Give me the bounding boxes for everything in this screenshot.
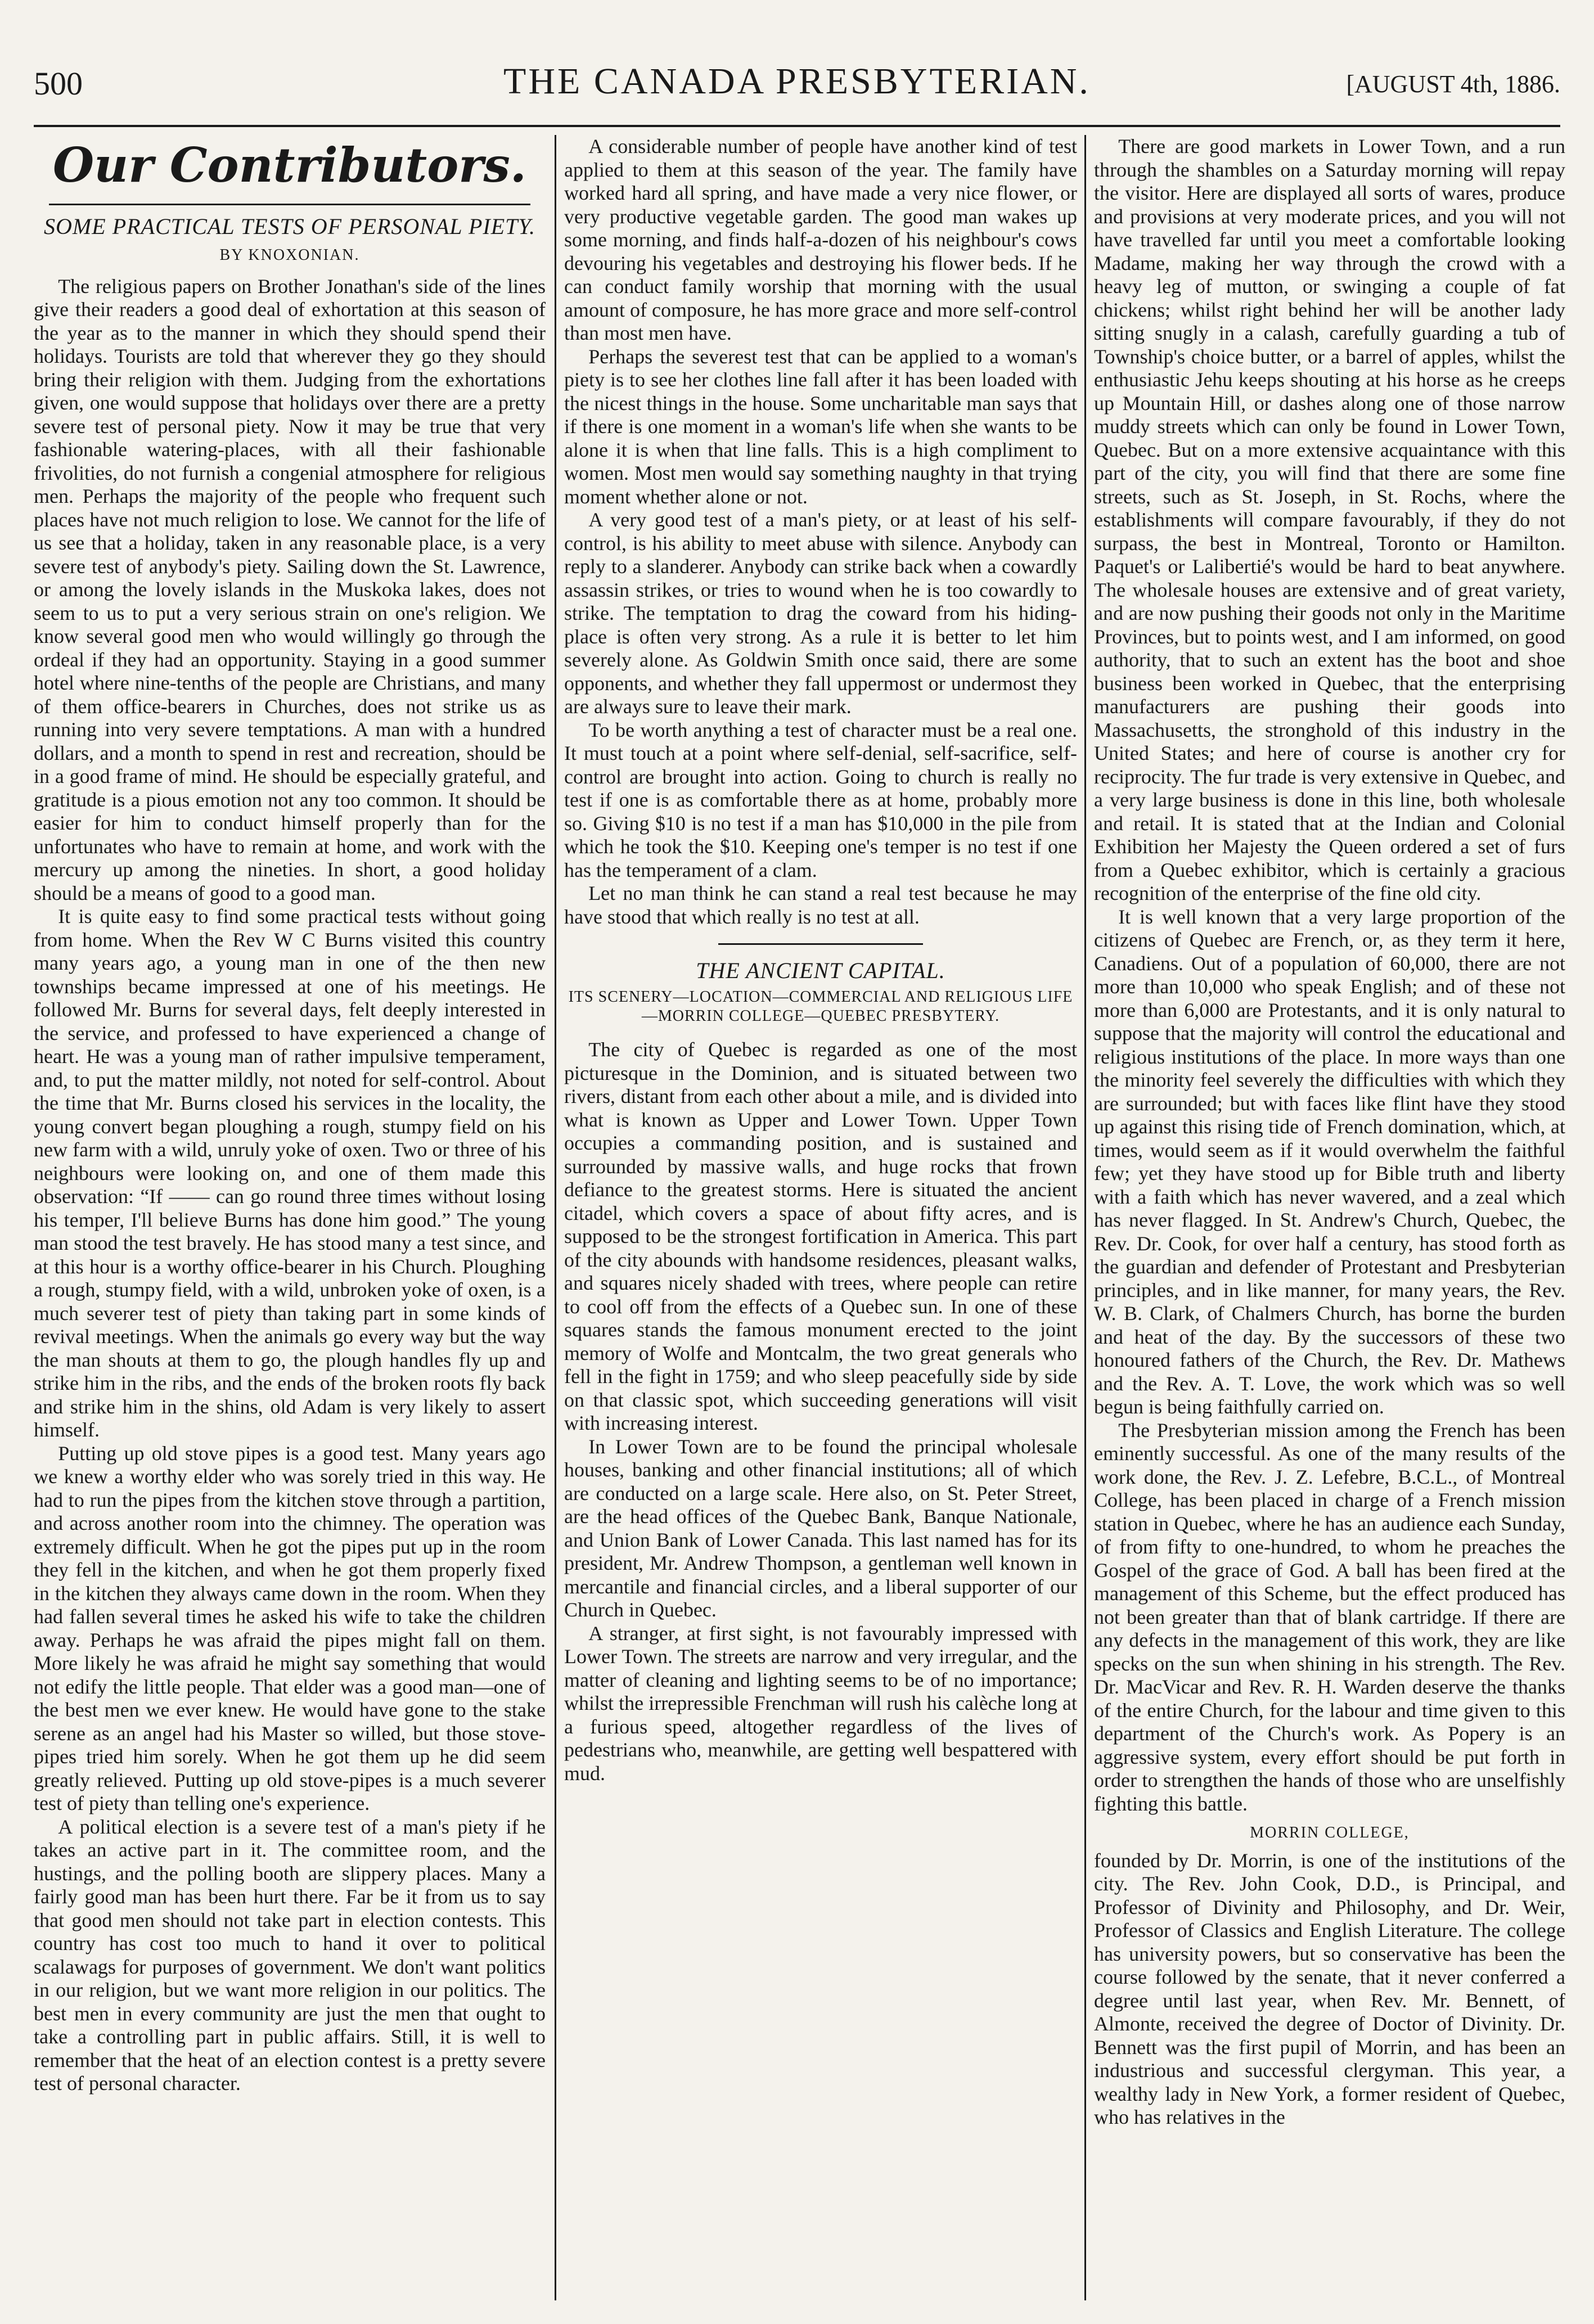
page-number: 500 [34, 65, 83, 102]
article-paragraph: The city of Quebec is regarded as one of the most picturesque in the Dominion, and is situated between two rivers, distant from each other about a mile, and is divided into what is known as Upper and Lower Town. Upper Town occupies a commanding position, and is sustained and surrounded by massive walls, and huge rocks that frown defiance to the greatest storms. Here is situated the ancient citadel, which covers a space of about fifty acres, and is supposed to be the strongest fortification in America. This part of the city abounds with handsome residences, pleasant walks, and squares nicely shaded with trees, where people can retire to cool off from the effects of a Quebec sun. In one of these squares stands the famous monument erected to the joint memory of Wolfe and Montcalm, the two great generals who fell in the fight in 1759; and who sleep peacefully side by side on that classic spot, which succeeding generations will visit with increasing interest. [564, 1038, 1077, 1434]
article-paragraph: Putting up old stove pipes is a good test. Many years ago we knew a worthy elder who was sorely tried in this way. He had to run the pipes from the kitchen stove through a partition, and across another room into the chimney. The operation was extremely difficult. When he got the pipes put up in the room they fell in the kitchen, and when he got them properly fixed in the kitchen they always came down in the room. When they had fallen several times he asked his wife to take the children away. Perhaps he was afraid the pipes might fall on them. More likely he was afraid he might say something that would not edify the little people. That elder was a good man—one of the best men we ever knew. He would have gone to the stake serene as an angel had his Master so willed, but those stove-pipes tried him sorely. When he got them up he did seem greatly relieved. Putting up old stove-pipes is a much severer test of piety than telling one's experience. [34, 1442, 546, 1815]
column-divider [1084, 135, 1086, 2300]
article-byline: BY KNOXONIAN. [219, 246, 360, 264]
article-paragraph: The Presbyterian mission among the French has been eminently successful. As one of the many results of the work done, the Rev. J. Z. Lefebre, B.C.L., of Montreal College, has been placed in charge of a French mission station in Quebec, where he has an audience each Sunday, of from fifty to one-hundred, to whom he preaches the Gospel of the grace of God. A ball has been fired at the management of this Scheme, but the effect produced has not been greater than that of blank cartridge. If there are any defects in the management of this work, they are like specks on the sun when shining in his strength. The Rev. Dr. MacVicar and Rev. R. H. Warden deserve the thanks of the entire Church, for the labour and time given to this department of the Church's work. As Popery is an aggressive system, every effort should be put forth in order to strengthen the hands of those who are unselfishly fighting this battle. [1094, 1418, 1565, 1815]
article-subtitle: ITS SCENERY—LOCATION—COMMERCIAL AND RELIGIOUS LIFE—MORRIN COLLEGE—QUEBEC PRESBYTERY. [568, 988, 1073, 1025]
issue-date: [AUGUST 4th, 1886. [1346, 70, 1560, 98]
column-3 [1094, 135, 1565, 2300]
article-paragraph: To be worth anything a test of character must be a real one. It must touch at a point where self-denial, self-sacrifice, self-control are brought into action. Going to church is really no test if one is as comfortable there as at home, probably more so. Giving $10 is no test if a man has $10,000 in the pile from which he took the $10. Keeping one's temper is no test if one has the temperament of a clam. [564, 718, 1077, 881]
article-paragraph: The religious papers on Brother Jonathan's side of the lines give their readers a good deal of exhortation at this season of the year as to the manner in which they should spend their holidays. Tourists are told that wherever they go they should bring their religion with them. Judging from the exhortations given, one would suppose that holidays over there are a pretty severe test of personal piety. Now it may be true that very fashionable watering-places, with all their fashionable frivolities, do not furnish a congenial atmosphere for religious men. Perhaps the majority of the people who frequent such places have not much religion to lose. We cannot for the life of us see that a holiday, taken in any reasonable place, is a very severe test of anybody's piety. Sailing down the St. Lawrence, or among the lovely islands in the Muskoka lakes, does not seem to us to put a very serious strain on one's religion. We know several good men who would willingly go through the ordeal if they had an opportunity. Staying in a good summer hotel where nine-tenths of the people are Christians, and many of them office-bearers in Churches, does not strike us as running into very severe temptations. A man with a hundred dollars, and a month to spend in rest and recreation, should be in a good frame of mind. He should be especially grateful, and gratitude is a pious emotion not any too common. It should be easier for him to conduct himself properly than for the unfortunates who have to remain at home, and work with the mercury up among the nineties. In short, a good holiday should be a means of good to a good man. [34, 274, 546, 904]
article-paragraph: It is well known that a very large proportion of the citizens of Quebec are French, or, as they term it here, Canadiens. Out of a population of 60,000, there are not more than 10,000 who speak English; and of these not more than 6,000 are Protestants, and it is only natural to suppose that the majority will control the educational and religious institutions of the place. In more ways than one the minority feel severely the difficulties with which they are surrounded; but with faces like flint have they stood up against this rising tide of French domination, which, at times, would seem as if it would overwhelm the faithful few; yet they have stood up for Bible truth and liberty with a faith which has never wavered, and a zeal which has never flagged. In St. Andrew's Church, Quebec, the Rev. Dr. Cook, for over half a century, has stood forth as the guardian and defender of Protestant and Presbyterian principles, and in like manner, for many years, the Rev. W. B. Clark, of Chalmers Church, has borne the burden and heat of the day. By the successors of these two honoured fathers of the Church, the Rev. Dr. Mathews and the Rev. A. T. Love, the work which was so well begun is being faithfully carried on. [1094, 905, 1565, 1418]
column-divider [555, 135, 556, 2300]
article-paragraph: It is quite easy to find some practical tests without going from home. When the Rev W C Burns visited this country many years ago, a young man in one of the then new townships became impressed at one of his meetings. He followed Mr. Burns for several days, felt deeply interested in the service, and professed to have experienced a change of heart. He was a young man of rather impulsive temperament, and, to put the matter mildly, not noted for self-control. About the time that Mr. Burns closed his services in the locality, the young convert began ploughing a rough, stumpy field on his new farm with a wild, unruly yoke of oxen. Two or three of his neighbours were looking on, and one of them made this observation: “If —— can go round three times without losing his temper, I'll believe Burns has done him good.” The young man stood the test bravely. He has stood many a test since, and at this hour is a worthy office-bearer in his Church. Ploughing a rough, stumpy field, with a wild, unbroken yoke of oxen, is a much severer test of piety than taking part in some kinds of revival meetings. When the animals go every way but the way the man shouts at them to go, the plough handles fly up and strike him in the ribs, and the ends of the broken roots fly back and strike him in the shins, old Adam is very likely to assert himself. [34, 905, 546, 1442]
article-paragraph: A political election is a severe test of a man's piety if he takes an active part in it. The committee room, and the hustings, and the polling booth are slippery places. Many a fairly good man has been hurt there. Far be it from us to say that good men should not take part in election contests. This country has cost too much to hand it over to political scalawags for purposes of government. We don't want politics in our religion, but we want more religion in our politics. The best men in every community are just the men that ought to take a controlling part in public affairs. Still, it is well to remember that the heat of an election contest is a pretty severe test of personal character. [34, 1815, 546, 2095]
article-title: THE ANCIENT CAPITAL. [696, 958, 945, 983]
journal-title: THE CANADA PRESBYTERIAN. [503, 61, 1091, 102]
section-heading: Our Contributors. [52, 137, 527, 193]
article-paragraph: Perhaps the severest test that can be applied to a woman's piety is to see her clothes line fall after it has been loaded with the nicest things in the house. Some uncharitable man says that if there is one moment in a woman's life when she wants to be alone it is when that line falls. This is a high compliment to women. Most men would say something naughty in that trying moment whether alone or not. [564, 345, 1077, 508]
article-paragraph: A considerable number of people have another kind of test applied to them at this season of the year. The family have worked hard all spring, and have made a very nice flower, or very productive vegetable garden. The good man wakes up some morning, and finds half-a-dozen of his neighbour's cows devouring his vegetables and destroying his flower beds. If he can conduct family worship that morning with the usual amount of composure, he has more grace and more self-control than most men have. [564, 135, 1077, 344]
college-subheading: MORRIN COLLEGE, [1250, 1824, 1410, 1841]
article-paragraph: A very good test of a man's piety, or at least of his self-control, is his ability to meet abuse with silence. Anybody can reply to a slanderer. Anybody can strike back when a cowardly assassin strikes, or tries to wound when he is too cowardly to strike. The temptation to drag the coward from his hiding-place is often very strong. As a rule it is better to let him severely alone. As Goldwin Smith once said, there are some opponents, and whether they fall uppermost or undermost they are always sure to leave their mark. [564, 508, 1077, 718]
article-paragraph: A stranger, at first sight, is not favourably impressed with Lower Town. The streets are narrow and very irregular, and the matter of cleaning and lighting seems to be of no importance; whilst the irrepressible Frenchman will rush his calèche long at a furious speed, altogether regardless of the lives of pedestrians who, meanwhile, are getting well bespattered with mud. [564, 1622, 1077, 1785]
column-2 [564, 135, 1077, 2300]
article-paragraph: Let no man think he can stand a real test because he may have stood that which really is no test at all. [564, 882, 1077, 928]
article-title: SOME PRACTICAL TESTS OF PERSONAL PIETY. [44, 214, 535, 240]
section-heading-rule [49, 204, 530, 205]
article-paragraph: In Lower Town are to be found the principal wholesale houses, banking and other financial institutions; all of which are conducted on a large scale. Here also, on St. Peter Street, are the head offices of the Quebec Bank, Banque Nationale, and Union Bank of Lower Canada. This last named has for its president, Mr. Andrew Thompson, a gentleman well known in mercantile and financial circles, and a liberal supporter of our Church in Quebec. [564, 1435, 1077, 1621]
masthead [0, 0, 1594, 101]
article-paragraph: founded by Dr. Morrin, is one of the institutions of the city. The Rev. John Cook, D.D., is Principal, and Professor of Divinity and Philosophy, and Dr. Weir, Professor of Classics and English Literature. The college has university powers, but so conservative has been the course followed by the senate, that it never conferred a degree until last year, when Rev. Mr. Bennett, of Almonte, received the degree of Doctor of Divinity. Dr. Bennett was the first pupil of Morrin, and has been an industrious and successful clergyman. This year, a wealthy lady in New York, a former resident of Quebec, who has relatives in the [1094, 1849, 1565, 2128]
article-separator [718, 943, 924, 945]
article-paragraph: There are good markets in Lower Town, and a run through the shambles on a Saturday morning will repay the visitor. Here are displayed all sorts of wares, produce and provisions at very moderate prices, and you will not have travelled far until you meet a comfortable looking Madame, making her way through the crowd with a heavy leg of mutton, or swinging a couple of fat chickens; whilst right behind her will be another lady sitting snugly in a calash, carefully guarding a tub of Township's choice butter, or a barrel of apples, whilst the enthusiastic Jehu keeps shouting at his horse as he creeps up Mountain Hill, or dashes along one of those narrow muddy streets which can only be found in Lower Town, Quebec. But on a more extensive acquaintance with this part of the city, you will find that there are some fine streets, such as St. Joseph, in St. Rochs, where the establishments will compare favourably, if they do not surpass, the best in Montreal, Toronto or Hamilton. Paquet's or Lalibertié's would be hard to beat anywhere. The wholesale houses are extensive and of great variety, and are now pushing their goods not only in the Maritime Provinces, but to points west, and I am informed, on good authority, that to such an extent has the boot and shoe business been worked in Quebec, that the enterprising manufacturers are pushing their goods into Massachusetts, the stronghold of this industry in the United States; and here of course is another cry for reciprocity. The fur trade is very extensive in Quebec, and a very large business is done in this line, both wholesale and retail. It is stated that at the Indian and Colonial Exhibition her Majesty the Queen ordered a set of furs from a Quebec exhibitor, which is certainly a gracious recognition of the enterprise of the fine old city. [1094, 135, 1565, 904]
column-1 [34, 135, 546, 2300]
masthead-rule [34, 125, 1560, 127]
